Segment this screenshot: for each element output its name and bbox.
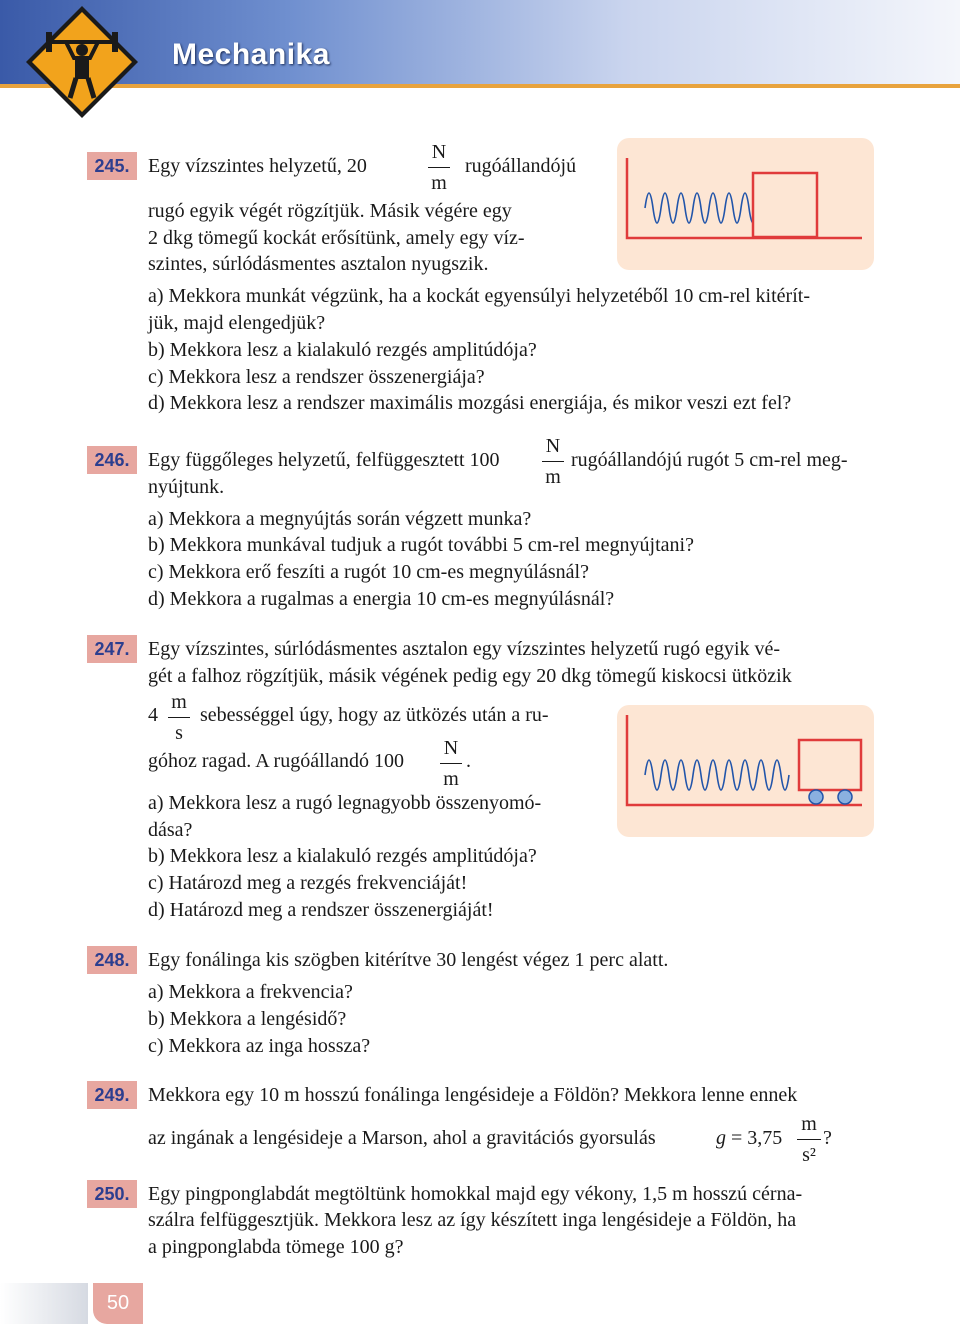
chapter-header [0,0,960,84]
chapter-title: Mechanika [172,38,330,71]
question-d: d) Mekkora a rugalmas a energia 10 cm-es megnyúlásnál? [148,588,615,610]
problem-text: rugó egyik végét rögzítjük. Másik végére egy [148,200,512,222]
question-c: c) Mekkora az inga hossza? [148,1035,371,1057]
block-icon [753,173,817,237]
question-c: c) Mekkora erő feszíti a rugót 10 cm-es megnyúlásnál? [148,561,589,583]
problem-text: 4 [148,704,158,726]
spring-icon [645,760,789,790]
problem-text: sebességgel úgy, hogy az ütközés után a ru- [200,704,549,726]
problem-text: rugóállandójú [465,155,577,177]
unit-fraction: m s [168,690,190,745]
question-d: d) Mekkora lesz a rendszer maximális mozgási energiája, és mikor veszi ezt fel? [148,392,792,414]
problem-text: gét a falhoz rögzítjük, másik végének pedig egy 20 dkg tömegű kiskocsi ütközik [148,665,792,687]
problem-text: rugóállandójú rugót 5 cm-rel meg- [571,449,848,471]
spring-cart-figure [617,705,874,837]
problem-number: 247. [87,635,137,663]
page-number: 50 [93,1283,143,1324]
problem-text: szintes, súrlódásmentes asztalon nyugszik. [148,253,489,275]
question-a: a) Mekkora a megnyújtás során végzett munka? [148,508,532,530]
spring-block-figure [617,138,874,270]
problem-text: góhoz ragad. A rugóállandó 100 [148,750,405,772]
unit-fraction: N m [542,434,564,489]
question-b: b) Mekkora a lengésidő? [148,1008,347,1030]
question-a: a) Mekkora lesz a rugó legnagyobb összenyomó- [148,792,542,814]
header-divider [0,84,960,88]
problem-number: 246. [87,446,137,474]
footer-band [0,1283,88,1324]
question-a: jük, majd elengedjük? [148,312,326,334]
problem-text: Mekkora egy 10 m hosszú fonálinga lengésideje a Földön? Mekkora lenne ennek [148,1084,798,1106]
problem-text: nyújtunk. [148,476,225,498]
problem-text: Egy vízszintes, súrlódásmentes asztalon egy vízszintes helyzetű rugó egyik vé- [148,638,781,660]
question-d: d) Határozd meg a rendszer összenergiáját! [148,899,494,921]
question-c: c) Mekkora lesz a rendszer összenergiája? [148,366,485,388]
cart-icon [799,740,861,804]
question-b: b) Mekkora lesz a kialakuló rezgés amplitúdója? [148,339,537,361]
problem-number: 248. [87,946,137,974]
problem-text: Egy függőleges helyzetű, felfüggesztett 100 [148,449,500,471]
problem-number: 250. [87,1180,137,1208]
symbol-g: g [716,1127,726,1149]
problem-text: a pingponglabda tömege 100 g? [148,1236,404,1258]
problem-text: ? [823,1127,832,1149]
question-b: b) Mekkora munkával tudjuk a rugót további 5 cm-rel megnyújtani? [148,534,694,556]
problem-text: az ingának a lengésideje a Marson, ahol a gravitációs gyorsulás [148,1127,656,1149]
problem-text: Egy pingponglabdát megtöltünk homokkal majd egy vékony, 1,5 m hosszú cérna- [148,1183,803,1205]
problem-number: 245. [87,152,137,180]
question-b: b) Mekkora lesz a kialakuló rezgés amplitúdója? [148,845,537,867]
question-c: c) Határozd meg a rezgés frekvenciáját! [148,872,468,894]
problem-number: 249. [87,1081,137,1109]
question-a: a) Mekkora munkát végzünk, ha a kockát egyensúlyi helyzetéből 10 cm-rel kitérít- [148,285,810,307]
unit-fraction: N m [440,736,462,791]
problem-text: = 3,75 [731,1127,783,1149]
problem-text: Egy vízszintes helyzetű, 20 [148,155,367,177]
spring-icon [645,193,757,223]
problem-text: Egy fonálinga kis szögben kitérítve 30 lengést végez 1 perc alatt. [148,949,669,971]
problem-text: szálra felfüggesztjük. Mekkora lesz az így készített inga lengésideje a Földön, ha [148,1209,797,1231]
problem-text: . [466,750,471,772]
unit-fraction: N m [428,140,450,195]
unit-fraction: m s² [797,1112,821,1167]
question-a: a) Mekkora a frekvencia? [148,981,353,1003]
question-a: dása? [148,819,193,841]
weightlifter-warning-sign-icon [22,2,142,122]
problem-text: 2 dkg tömegű kockát erősítünk, amely egy víz- [148,227,525,249]
